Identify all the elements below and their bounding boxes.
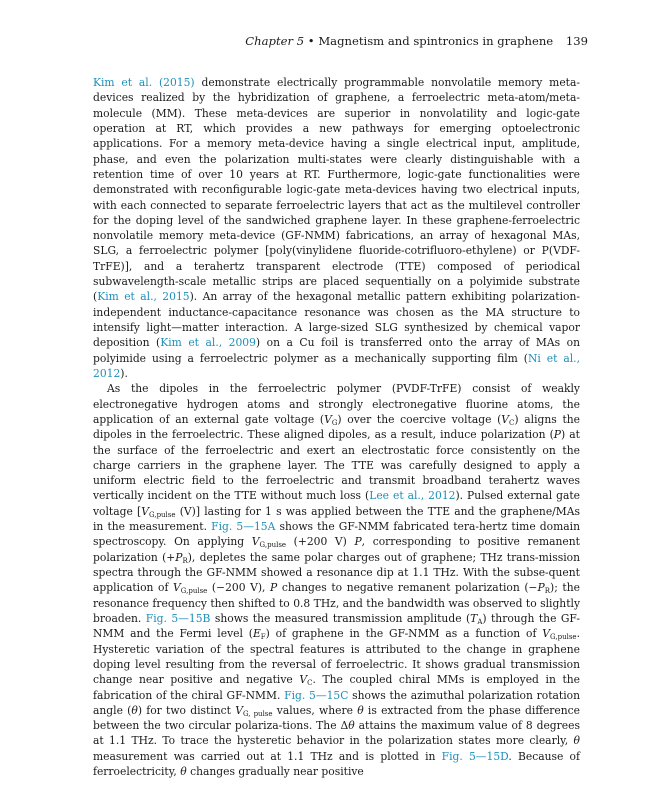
math-symbol: V: [501, 412, 510, 426]
text-run: is extracted from the phase difference between the two circular polariza-tions. The Δ: [93, 703, 581, 733]
math-subscript: G,pulse: [259, 541, 287, 550]
text-run: demonstrate electrically programmable nonvolatile memory meta-devices realized by the hybridization of graphene, a ferroelectric meta-atom/meta-molecule (MM). These meta-devices are superior in nonvolatility and logic-gate operation at RT, which provides a new pathways for emerging optoelectronic applications. For a memory meta-device having a single electrical input, amplitude, phase, and even the polarization multi-states were clearly distinguishable with a retention time of over 10 years at RT. Furthermore, logic-gate functionalities were demonstrated with reconfigurable logic-gate meta-devices having two electrical inputs, with each connected to separate ferroelectric layers that act as the multilevel controller for the doping level of the sandwiched graphene layer. In these graphene-ferroelectric nonvolatile memory meta-device (GF-NMM) fabrications, an array of hexagonal MAs, SLG, a ferroelectric polymer [poly(vinylidene fluoride-cotrifluoro-ethylene) or P(VDF-TrFE)], and a terahertz transparent electrode (TTE) composed of periodical subwavelength-scale metallic strips are placed sequentially on a polyimide substrate (: [93, 76, 580, 304]
math-subscript: G, pulse: [242, 709, 273, 718]
text-run: , corresponding to positive remanent polarization (+: [93, 535, 580, 564]
citation-link[interactable]: Lee et al., 2012: [369, 489, 456, 503]
text-run: (−200 V),: [207, 581, 271, 595]
running-header: [245, 34, 588, 48]
math-symbol: θ: [573, 734, 580, 748]
text-run: ).: [120, 366, 128, 380]
text-run: . The coupled chiral MMs is employed in the fabrication of the chiral GF-NMM.: [93, 673, 581, 702]
citation-link[interactable]: Kim et al., 2015: [97, 290, 190, 304]
figure-link[interactable]: Fig. 5—15D: [441, 749, 509, 763]
text-run: shows the azimuthal polarization rotation angle (: [93, 688, 580, 717]
math-symbol: P: [553, 428, 562, 442]
math-symbol: P: [270, 581, 278, 595]
math-subscript: F: [260, 633, 266, 642]
text-run: ), depletes the same polar charges out of graphene; THz trans-mission spectra through the GF-NMM showed a resonance dip at 1.1 THz. With the subse-quent application of: [93, 550, 580, 595]
text-run: As the dipoles in the ferroelectric polymer (PVDF-TrFE) consist of weakly electronegative hydrogen atoms and strongly electronegative fluorine atoms, the application of an external gate voltage (: [93, 382, 580, 426]
text-run: ) through the GF-NMM and the Fermi level (: [93, 611, 580, 641]
text-run: changes to negative remanent polarization (−: [277, 581, 538, 595]
math-symbol: V: [542, 627, 551, 641]
math-symbol: θ: [131, 703, 138, 717]
math-subscript: R: [544, 587, 551, 596]
text-run: . Hysteretic variation of the spectral features is attributed to the change in graphene doping level resulting from the reversal of ferroelectric. It shows gradual transmission change near positive and negative: [93, 627, 580, 687]
text-run: attains the maximum value of 8 degrees at 1.1 THz. To trace the hysteretic behavior in the polarization states more clearly,: [93, 719, 580, 748]
math-subscript: G,pulse: [180, 587, 208, 596]
citation-link[interactable]: Kim et al. (2015): [93, 76, 195, 89]
math-symbol: P: [537, 581, 545, 595]
page-body: [93, 75, 580, 779]
math-subscript: R: [182, 556, 188, 565]
text-run: (+200 V): [286, 535, 355, 549]
text-run: (V)] lasting for 1 s was applied between the TTE and the graphene/MAs in the measurement.: [93, 504, 580, 534]
text-run: ). Pulsed external gate voltage [: [93, 489, 580, 518]
text-run: ). An array of the hexagonal metallic pattern exhibiting polarization-independent inductance-capacitance resonance was chosen as the MA structure to intensify light—matter interaction. A large-sized SLG synthesized by chemical vapor deposition (: [93, 290, 580, 350]
text-run: shows the measured transmission amplitude (: [210, 611, 471, 625]
math-symbol: V: [324, 412, 332, 426]
math-symbol: θ: [357, 703, 364, 717]
math-symbol: V: [299, 673, 308, 687]
header-title: Magnetism and spintronics in graphene: [318, 34, 554, 48]
math-symbol: P: [354, 535, 362, 549]
text-run: shows the GF-NMM fabricated tera-hertz time domain spectroscopy. On applying: [93, 520, 580, 549]
math-symbol: θ: [180, 765, 187, 779]
math-symbol: V: [173, 581, 181, 595]
paragraph-2: [93, 381, 580, 779]
text-run: values, where: [272, 703, 358, 717]
math-symbol: T: [470, 611, 478, 625]
figure-link[interactable]: Fig. 5—15A: [211, 520, 276, 534]
math-subscript: C: [509, 418, 515, 427]
text-run: ) for two distinct: [137, 703, 236, 717]
figure-link[interactable]: Fig. 5—15C: [284, 688, 349, 702]
text-run: ) on a Cu foil is transferred onto the array of MAs on polyimide using a ferroelectric polymer as a mechanically supporting film (: [93, 336, 580, 365]
math-symbol: V: [235, 703, 243, 717]
header-chapter: Chapter 5: [245, 34, 305, 48]
math-symbol: P: [175, 550, 183, 564]
text-run: ) at the surface of the ferroelectric and exert an electrostatic force consistently on the charge carriers in the graphene layer. The TTE was carefully designed to apply a uniform electric field to the ferroelectric and transmit broadband terahertz waves vertically incident on the TTE without much loss (: [93, 428, 580, 503]
text-run: measurement was carried out at 1.1 THz and is plotted in: [93, 749, 442, 763]
text-run: ) aligns the dipoles in the ferroelectric. These aligned dipoles, as a result, induce polarization (: [93, 412, 581, 442]
math-subscript: G: [331, 418, 338, 427]
citation-link[interactable]: Kim et al., 2009: [160, 336, 256, 350]
citation-link[interactable]: Ni et al., 2012: [93, 351, 580, 380]
page-number: 139: [565, 34, 588, 48]
text-run: . Because of ferroelectricity,: [93, 749, 580, 779]
text-run: changes gradually near positive: [186, 765, 364, 779]
figure-link[interactable]: Fig. 5—15B: [145, 611, 211, 625]
header-bullet: •: [307, 34, 315, 48]
math-symbol: E: [252, 627, 261, 641]
text-run: ) over the coercive voltage (: [337, 412, 502, 426]
text-run: ) of graphene in the GF-NMM as a function of: [265, 627, 543, 641]
math-symbol: V: [141, 504, 149, 518]
math-subscript: G,pulse: [149, 510, 176, 519]
text-run: ); the resonance frequency then shifted to 0.8 THz, and the bandwidth was observed to slightly broaden.: [93, 581, 580, 625]
math-subscript: C: [307, 679, 313, 688]
math-subscript: G,pulse: [550, 633, 577, 642]
paragraph-1: [93, 75, 580, 381]
math-symbol: V: [251, 535, 260, 549]
math-subscript: A: [477, 617, 483, 626]
math-symbol: θ: [348, 719, 355, 733]
